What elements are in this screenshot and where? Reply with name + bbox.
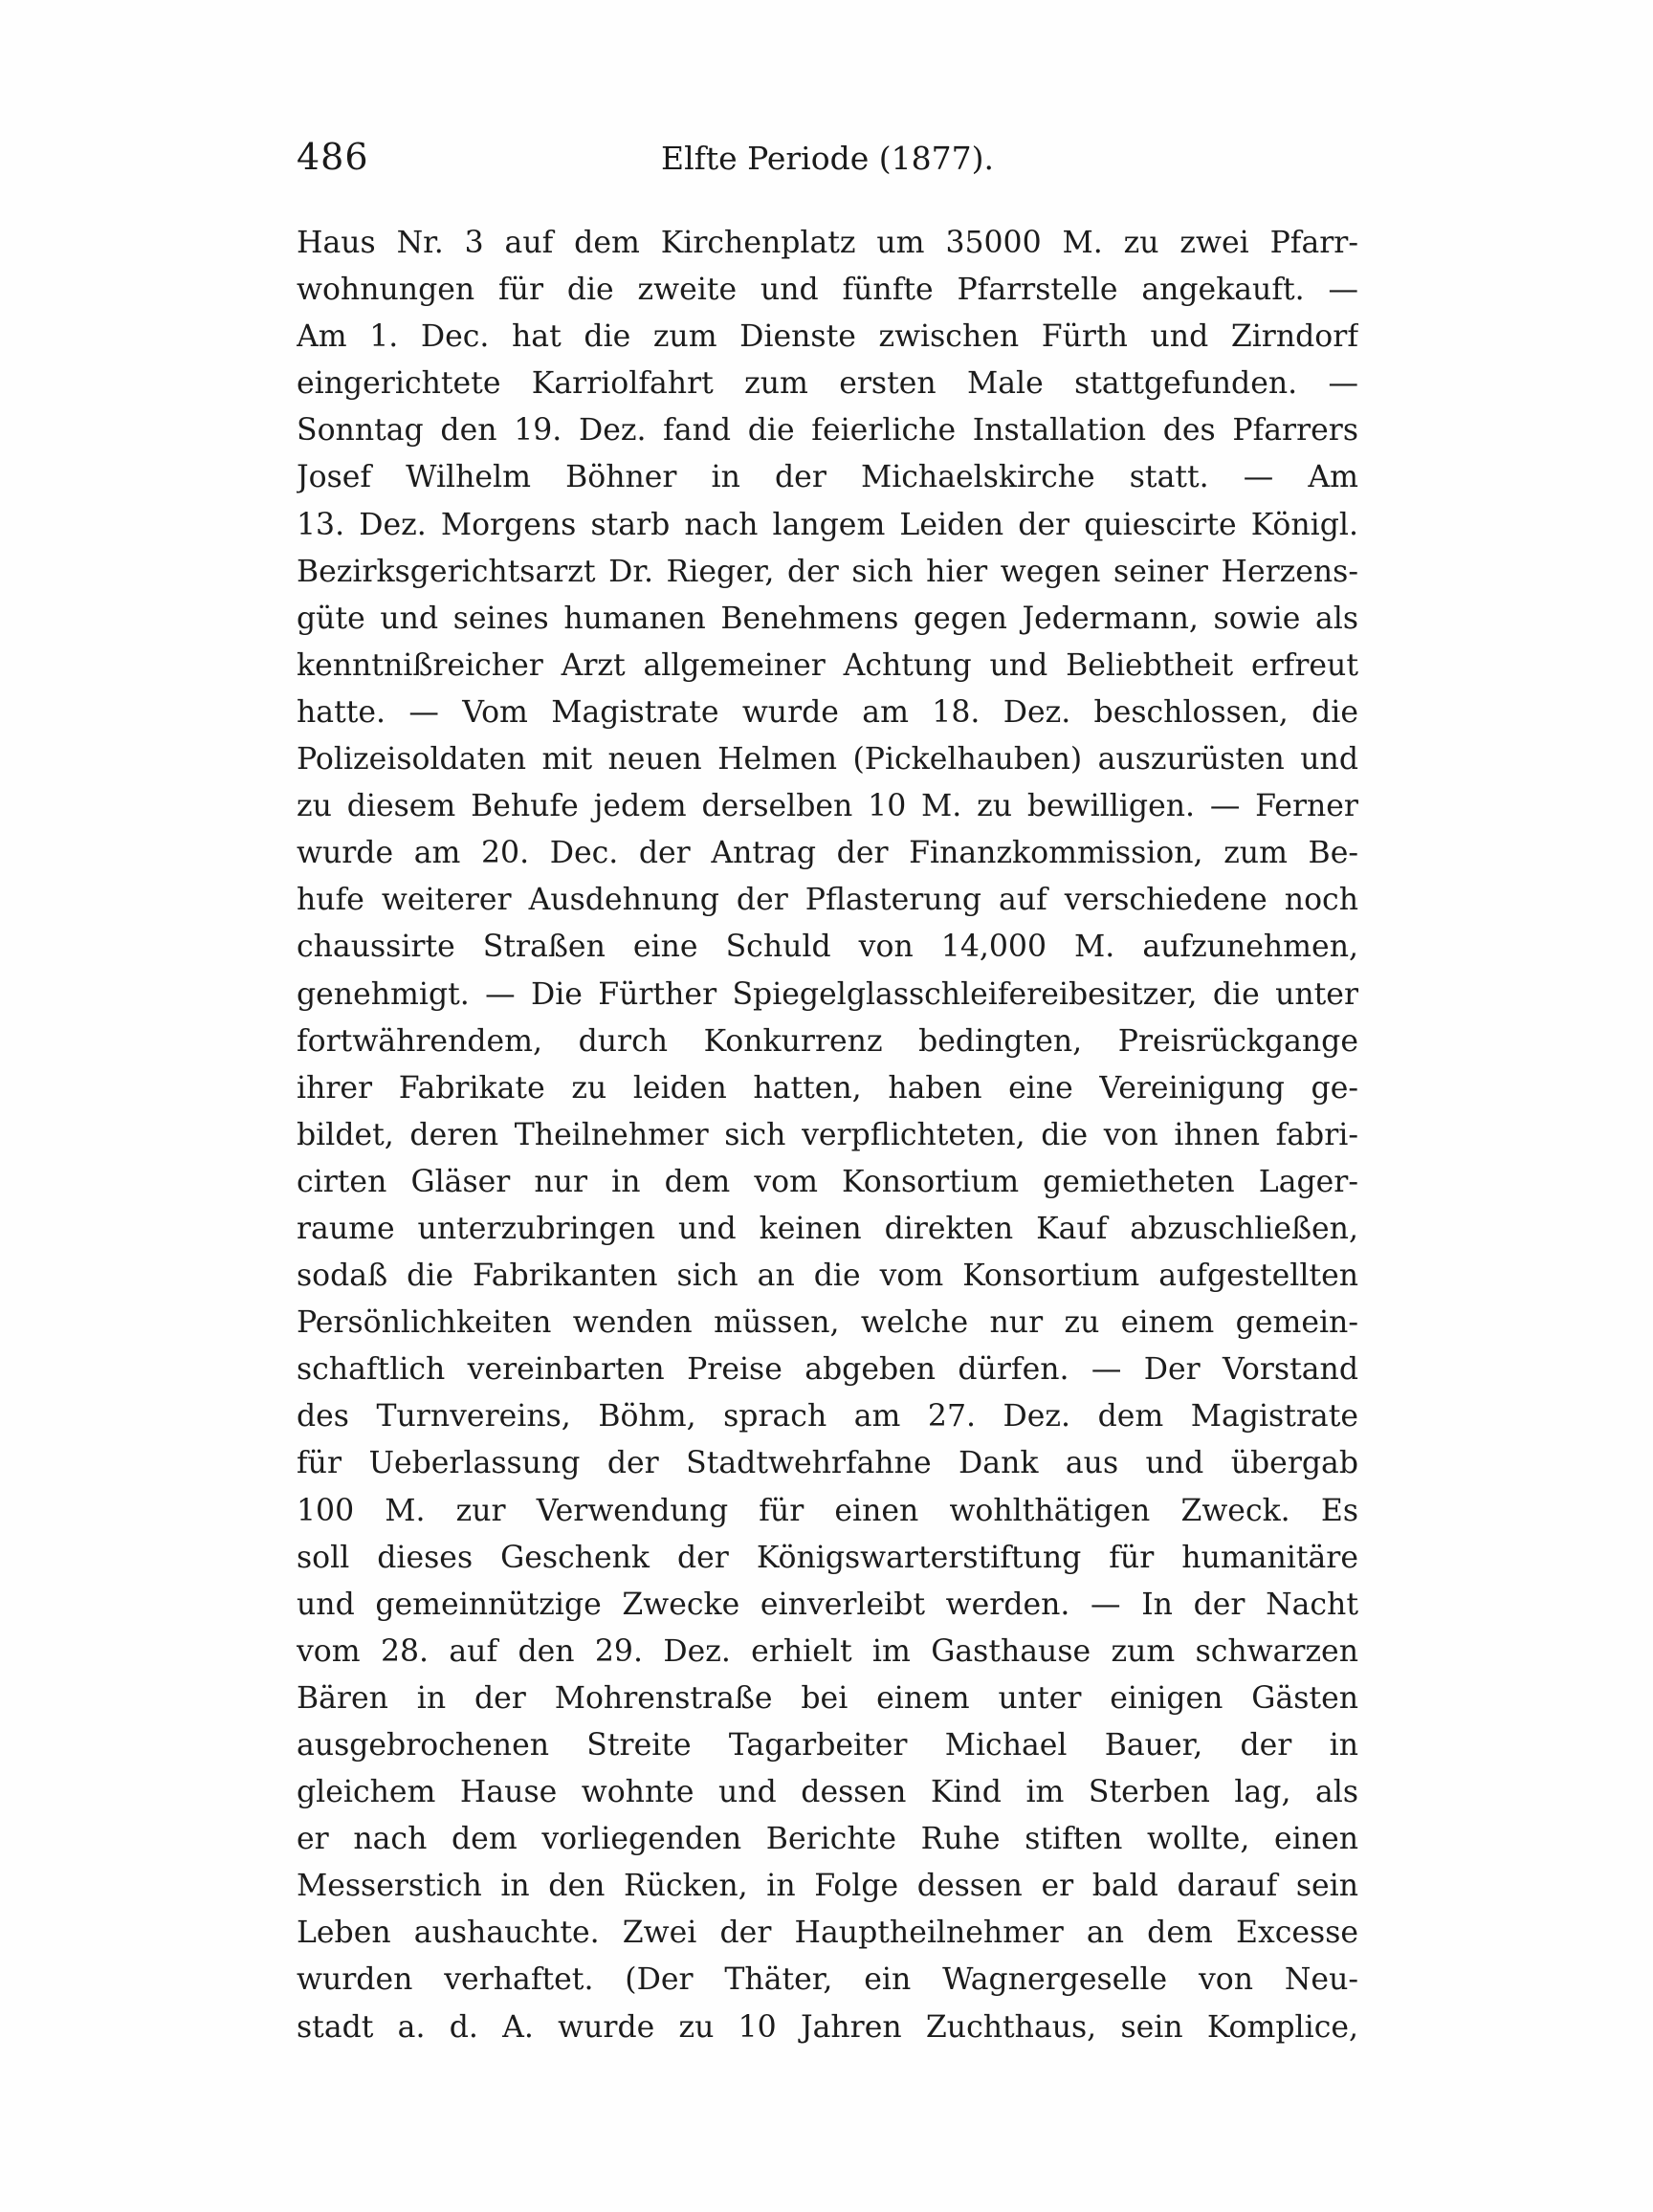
text-line: cirten Gläser nur in dem vom Konsortium gemietheten Lager- — [297, 1164, 1358, 1199]
text-line: 13. Dez. Morgens starb nach langem Leiden der quiescirte Königl. — [297, 507, 1358, 542]
text-line: und gemeinnützige Zwecke einverleibt werden. — In der Nacht — [297, 1587, 1358, 1622]
text-line: Am 1. Dec. hat die zum Dienste zwischen Fürth und Zirndorf — [297, 319, 1358, 355]
text-line: bildet, deren Theilnehmer sich verpflichteten, die von ihnen fabri- — [297, 1117, 1358, 1152]
text-line: schaftlich vereinbarten Preise abgeben dürfen. — Der Vorstand — [297, 1352, 1358, 1388]
text-line: hatte. — Vom Magistrate wurde am 18. Dez. beschlossen, die — [297, 694, 1358, 730]
page-header — [297, 136, 1358, 193]
text-line: Messerstich in den Rücken, in Folge dessen er bald darauf sein — [297, 1869, 1358, 1904]
text-line: chaussirte Straßen eine Schuld von 14,000 M. aufzunehmen, — [297, 930, 1358, 965]
text-line: ihrer Fabrikate zu leiden hatten, haben eine Vereinigung ge- — [297, 1070, 1358, 1106]
text-line: er nach dem vorliegenden Berichte Ruhe stiften wollte, einen — [297, 1822, 1358, 1857]
text-line: Bären in der Mohrenstraße bei einem unter einigen Gästen — [297, 1680, 1358, 1716]
text-line: fortwährendem, durch Konkurrenz bedingten, Preisrückgange — [297, 1023, 1358, 1059]
text-line: Polizeisoldaten mit neuen Helmen (Pickelhauben) auszurüsten und — [297, 742, 1358, 777]
text-line: vom 28. auf den 29. Dez. erhielt im Gasthause zum schwarzen — [297, 1633, 1358, 1669]
text-line: Bezirksgerichtsarzt Dr. Rieger, der sich hier wegen seiner Herzens- — [297, 554, 1358, 589]
text-line: ausgebrochenen Streite Tagarbeiter Michael Bauer, der in — [297, 1728, 1358, 1763]
text-line: wurden verhaftet. (Der Thäter, ein Wagnergeselle von Neu- — [297, 1962, 1358, 1998]
text-line: gleichem Hause wohnte und dessen Kind im Sterben lag, als — [297, 1775, 1358, 1810]
text-line: soll dieses Geschenk der Königswarterstiftung für humanitäre — [297, 1540, 1358, 1575]
text-line: Leben aushauchte. Zwei der Hauptheilnehmer an dem Excesse — [297, 1916, 1358, 1951]
text-line: genehmigt. — Die Fürther Spiegelglasschleifereibesitzer, die unter — [297, 976, 1358, 1012]
text-line: wurde am 20. Dec. der Antrag der Finanzkommission, zum Be- — [297, 836, 1358, 871]
text-line: sodaß die Fabrikanten sich an die vom Konsortium aufgestellten — [297, 1259, 1358, 1294]
text-line: kenntnißreicher Arzt allgemeiner Achtung und Beliebtheit erfreut — [297, 647, 1358, 683]
text-line: hufe weiterer Ausdehnung der Pflasterung auf verschiedene noch — [297, 883, 1358, 918]
text-line: wohnungen für die zweite und fünfte Pfarrstelle angekauft. — — [297, 273, 1358, 308]
text-line: zu diesem Behufe jedem derselben 10 M. zu bewilligen. — Ferner — [297, 789, 1358, 824]
text-line: stadt a. d. A. wurde zu 10 Jahren Zuchthaus, sein Komplice, — [297, 2009, 1358, 2045]
text-line: des Turnvereins, Böhm, sprach am 27. Dez. dem Magistrate — [297, 1399, 1358, 1435]
text-line: eingerichtete Karriolfahrt zum ersten Male stattgefunden. — — [297, 366, 1358, 402]
text-line: Sonntag den 19. Dez. fand die feierliche Installation des Pfarrers — [297, 413, 1358, 449]
running-head: Elfte Periode (1877). — [661, 140, 994, 177]
page-number: 486 — [297, 136, 369, 178]
text-line: güte und seines humanen Benehmens gegen Jedermann, sowie als — [297, 601, 1358, 636]
text-line: 100 M. zur Verwendung für einen wohlthätigen Zweck. Es — [297, 1493, 1358, 1528]
text-line: raume unterzubringen und keinen direkten Kauf abzuschließen, — [297, 1211, 1358, 1246]
text-line: für Ueberlassung der Stadtwehrfahne Dank aus und übergab — [297, 1446, 1358, 1481]
text-line: Haus Nr. 3 auf dem Kirchenplatz um 35000 M. zu zwei Pfarr- — [297, 226, 1358, 260]
text-line: Josef Wilhelm Böhner in der Michaelskirche statt. — Am — [297, 460, 1358, 495]
text-line: Persönlichkeiten wenden müssen, welche nur zu einem gemein- — [297, 1305, 1358, 1341]
body-text — [297, 220, 1358, 2051]
